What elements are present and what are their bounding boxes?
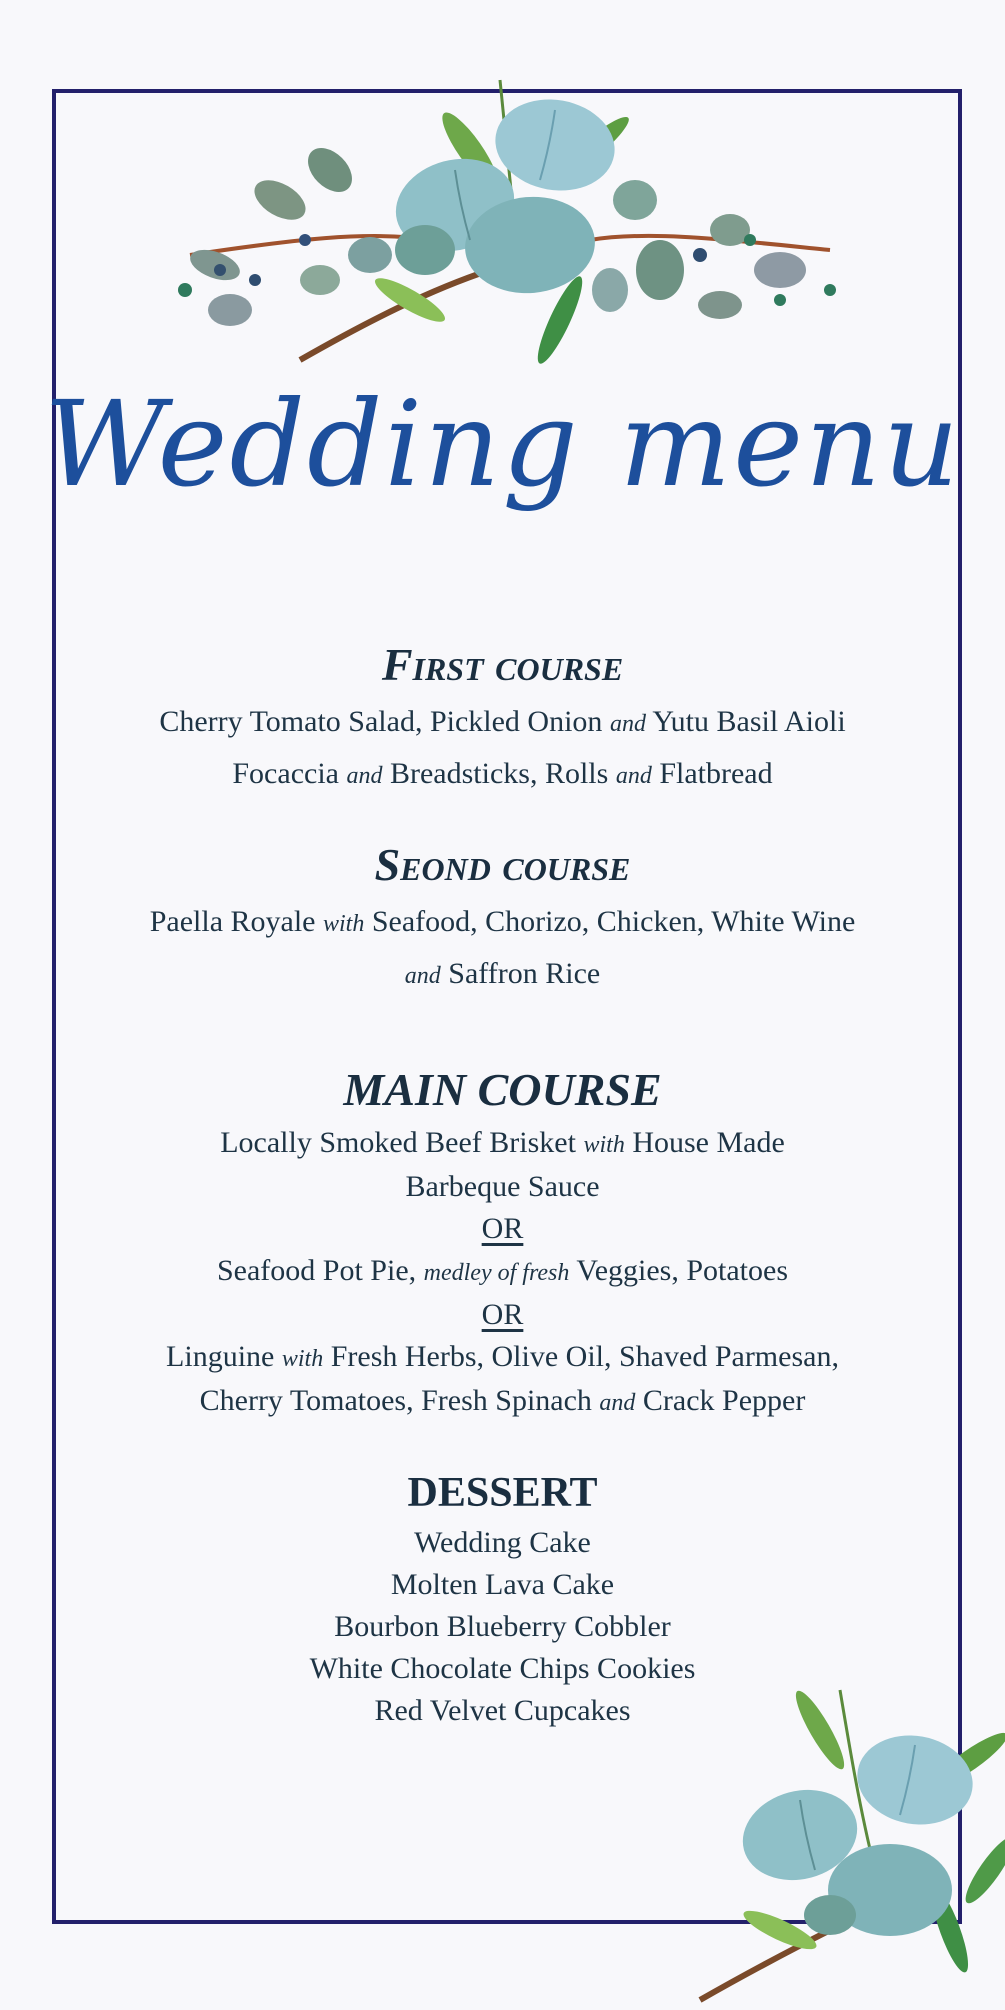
main-option-3-line-2: Cherry Tomatoes, Fresh Spinach and Crack Pepper — [199, 1383, 806, 1417]
first-course-heading: First course — [381, 639, 624, 690]
eucalyptus-floral-bottom-icon — [690, 1670, 1005, 2010]
main-course-section — [0, 1065, 1005, 1424]
first-course-line-2: Focaccia and Breadsticks, Rolls and Flatbread — [232, 756, 773, 790]
second-course-section — [0, 840, 1005, 1001]
dessert-item: Bourbon Blueberry Cobbler — [334, 1610, 671, 1644]
first-course-section — [0, 640, 1005, 801]
main-option-1-line-2: Barbeque Sauce — [405, 1169, 600, 1203]
second-course-line-2: and Saffron Rice — [404, 956, 601, 990]
main-option-2: Seafood Pot Pie, medley of fresh Veggies, Potatoes — [216, 1253, 788, 1287]
dessert-item: White Chocolate Chips Cookies — [309, 1652, 696, 1686]
main-option-1-line-1: Locally Smoked Beef Brisket with House Made — [220, 1125, 785, 1159]
eucalyptus-floral-top-icon — [170, 40, 850, 380]
dessert-heading: DESSERT — [407, 1470, 598, 1516]
second-course-line-1: Paella Royale with Seafood, Chorizo, Chicken, White Wine — [149, 904, 856, 938]
main-option-3-line-1: Linguine with Fresh Herbs, Olive Oil, Shaved Parmesan, — [166, 1339, 839, 1373]
main-course-heading: MAIN COURSE — [343, 1064, 662, 1115]
second-course-heading: Seond course — [374, 839, 631, 890]
menu-title: Wedding menu — [43, 375, 962, 513]
first-course-line-1: Cherry Tomato Salad, Pickled Onion and Yutu Basil Aioli — [159, 704, 846, 738]
or-divider: OR — [481, 1297, 524, 1331]
dessert-item: Red Velvet Cupcakes — [374, 1694, 631, 1728]
or-divider: OR — [481, 1211, 524, 1245]
dessert-item: Wedding Cake — [414, 1526, 591, 1560]
dessert-item: Molten Lava Cake — [390, 1568, 615, 1602]
